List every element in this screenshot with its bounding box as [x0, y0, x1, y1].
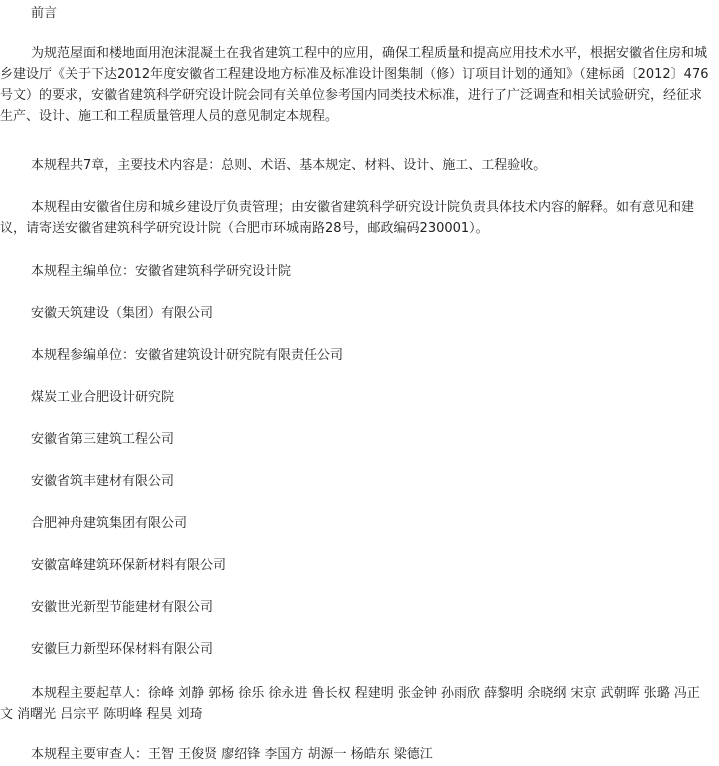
paragraph-contents: 本规程共7章，主要技术内容是：总则、术语、基本规定、材料、设计、施工、工程验收。	[31, 158, 547, 173]
participant-line-5: 合肥神舟建筑集团有限公司	[31, 516, 188, 531]
chief-editor-line: 本规程主编单位：安徽省建筑科学研究设计院	[31, 264, 292, 279]
participant-line-3: 安徽省第三建筑工程公司	[31, 432, 175, 447]
document-title: 前言	[31, 6, 58, 21]
participant-line-8: 安徽巨力新型环保材料有限公司	[31, 642, 214, 657]
drafters-paragraph: 本规程主要起草人：徐峰 刘静 郭杨 徐乐 徐永进 鲁长权 程建明 张金钟 孙雨欣 薛黎明 余晓纲 宋京 武朝晖 张璐 冯正文 消曙光 吕宗平 陈明峰 程昊 刘琦	[0, 686, 700, 722]
participant-line-2: 煤炭工业合肥设计研究院	[31, 390, 175, 405]
participant-line-6: 安徽富峰建筑环保新材料有限公司	[31, 558, 227, 573]
reviewers-line: 本规程主要审查人：王智 王俊贤 廖绍锋 李国方 胡源一 杨皓东 梁德江	[31, 747, 433, 762]
participant-line-4: 安徽省筑丰建材有限公司	[31, 474, 175, 489]
paragraph-purpose: 为规范屋面和楼地面用泡沫混凝土在我省建筑工程中的应用，确保工程质量和提高应用技术水平，根据安徽省住房和城乡建设厅《关于下达2012年度安徽省工程建设地方标准及标准设计图集制（修）订项目计划的通知》（建标函〔2012〕476号文）的要求，安徽省建筑科学研究设计院会同有关单位参考国内同类技术标准，进行了广泛调查和相关试验研究，经征求生产、设计、施工和工程质量管理人员的意见制定本规程。	[0, 46, 709, 124]
participant-line: 本规程参编单位：安徽省建筑设计研究院有限责任公司	[31, 348, 344, 363]
participant-line-7: 安徽世光新型节能建材有限公司	[31, 600, 214, 615]
paragraph-management: 本规程由安徽省住房和城乡建设厅负责管理；由安徽省建筑科学研究设计院负责具体技术内容的解释。如有意见和建议，请寄送安徽省建筑科学研究设计院（合肥市环城南路28号，邮政编码230001）。	[0, 200, 695, 236]
chief-editor-line-2: 安徽天筑建设（集团）有限公司	[31, 306, 214, 321]
